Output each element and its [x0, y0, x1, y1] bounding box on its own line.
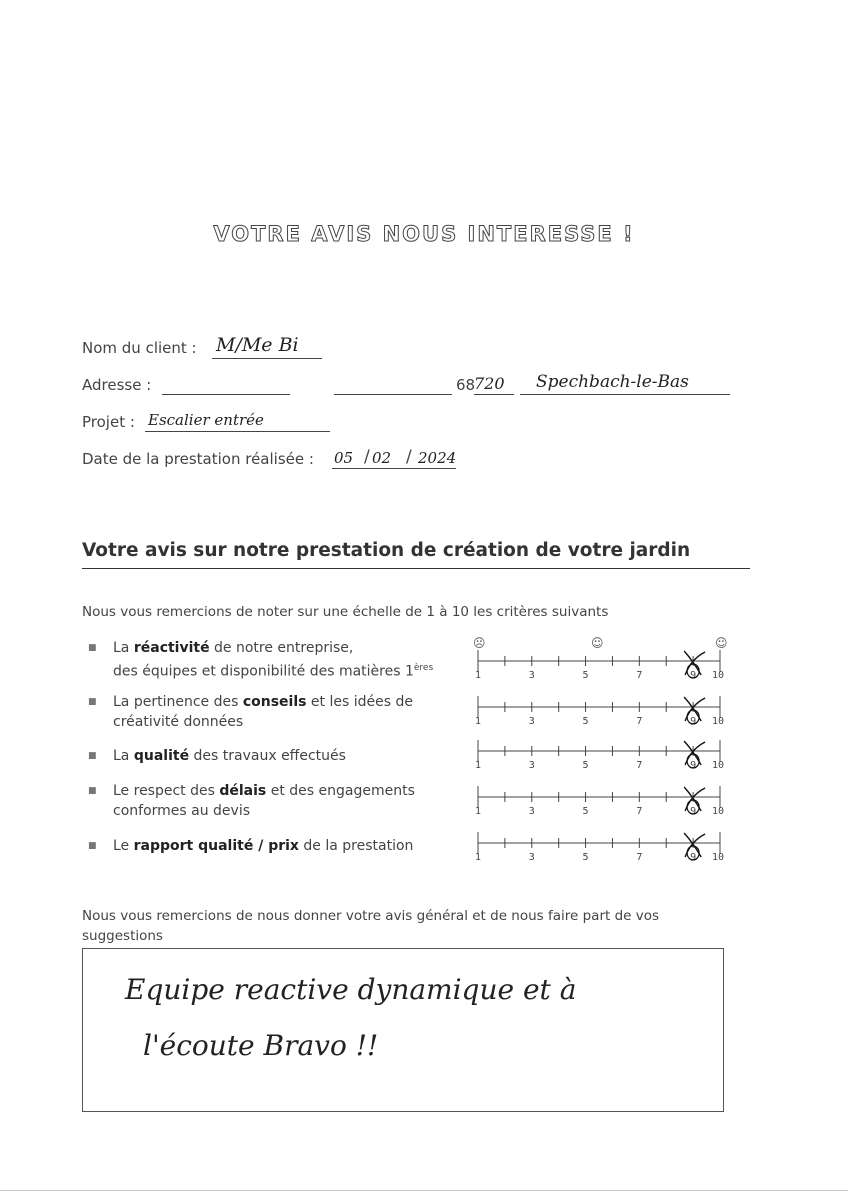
client-name-underline	[212, 358, 322, 359]
date-separator-2: /	[406, 447, 412, 467]
date-separator-1: /	[364, 447, 370, 467]
city-value[interactable]: Spechbach-le-Bas	[536, 372, 689, 392]
section-title: Votre avis sur notre prestation de création de votre jardin	[82, 540, 691, 561]
rating-scale-reactivity[interactable]	[474, 648, 726, 688]
scale-tick-label: 10	[712, 760, 725, 771]
scale-tick-label: 10	[712, 806, 725, 817]
scale-svg	[474, 830, 726, 870]
scale-tick-label: 1	[474, 806, 482, 817]
scale-tick-label: 1	[474, 760, 482, 771]
bullet-icon: ■	[88, 786, 97, 796]
scale-tick-label: 3	[528, 852, 535, 863]
rating-scale-deadlines[interactable]	[474, 784, 726, 824]
scale-svg	[474, 694, 726, 734]
postal-code-value[interactable]: 720	[474, 374, 505, 393]
page-title: VOTRE AVIS NOUS INTERESSE !	[213, 222, 635, 246]
comment-box[interactable]	[82, 948, 724, 1112]
scale-tick-label: 9	[690, 716, 697, 727]
comment-line-1: Equipe reactive dynamique et à	[125, 973, 577, 1006]
date-underline	[332, 468, 456, 469]
sad-face-icon: ☹	[473, 636, 486, 650]
scale-tick-label: 9	[690, 760, 697, 771]
scale-tick-label: 3	[528, 760, 535, 771]
city-underline	[520, 394, 730, 395]
scale-tick-label: 9	[690, 806, 697, 817]
bullet-icon: ■	[88, 751, 97, 761]
general-prompt: Nous vous remercions de nous donner votre avis général et de nous faire part de vos suggestions	[82, 908, 660, 944]
scale-tick-label: 5	[582, 806, 589, 817]
scale-tick-label: 1	[474, 852, 482, 863]
bullet-icon: ■	[88, 841, 97, 851]
scale-tick-label: 3	[528, 806, 535, 817]
date-label: Date de la prestation réalisée :	[82, 450, 314, 468]
scale-tick-label: 5	[582, 852, 589, 863]
postal-code-prefix: 68	[456, 376, 476, 394]
scale-tick-label: 10	[712, 670, 725, 681]
bullet-icon: ■	[88, 697, 97, 707]
client-name-value[interactable]: M/Me Bi	[216, 334, 299, 356]
scale-tick-label: 10	[712, 852, 725, 863]
date-year[interactable]: 2024	[418, 449, 457, 467]
scale-tick-label: 7	[636, 760, 643, 771]
scale-svg	[474, 784, 726, 824]
comment-line-2: l'écoute Bravo !!	[143, 1029, 379, 1062]
scale-tick-label: 9	[690, 852, 697, 863]
neutral-face-icon: ☺	[591, 636, 604, 650]
rating-scale-value[interactable]	[474, 830, 726, 870]
postal-code-underline	[474, 394, 514, 395]
scale-tick-label: 5	[582, 760, 589, 771]
scale-tick-label: 1	[474, 670, 482, 681]
scale-tick-label: 7	[636, 670, 643, 681]
scale-tick-label: 3	[528, 670, 535, 681]
rating-scale-advice[interactable]	[474, 694, 726, 734]
scale-svg	[474, 738, 726, 778]
date-day[interactable]: 05	[334, 449, 354, 467]
bullet-icon: ■	[88, 643, 97, 653]
date-month[interactable]: 02	[372, 449, 392, 467]
scale-svg	[474, 648, 726, 688]
page-bottom-rule	[0, 1190, 848, 1191]
address-label: Adresse :	[82, 376, 152, 394]
scale-tick-label: 3	[528, 716, 535, 727]
scale-tick-label: 7	[636, 716, 643, 727]
rating-scale-quality[interactable]	[474, 738, 726, 778]
address-line-2-underline	[334, 394, 452, 395]
address-street-underline	[162, 394, 290, 395]
scale-tick-label: 10	[712, 716, 725, 727]
rating-intro: Nous vous remercions de noter sur une échelle de 1 à 10 les critères suivants	[82, 604, 609, 620]
scale-tick-label: 7	[636, 806, 643, 817]
scale-tick-label: 9	[690, 670, 697, 681]
scale-tick-label: 1	[474, 716, 482, 727]
scale-tick-label: 5	[582, 670, 589, 681]
section-rule	[82, 568, 750, 569]
client-name-label: Nom du client :	[82, 339, 197, 357]
project-label: Projet :	[82, 413, 135, 431]
project-underline	[145, 431, 330, 432]
scale-tick-label: 7	[636, 852, 643, 863]
scale-tick-label: 5	[582, 716, 589, 727]
project-value[interactable]: Escalier entrée	[148, 411, 264, 429]
happy-face-icon: ☺	[715, 636, 728, 650]
